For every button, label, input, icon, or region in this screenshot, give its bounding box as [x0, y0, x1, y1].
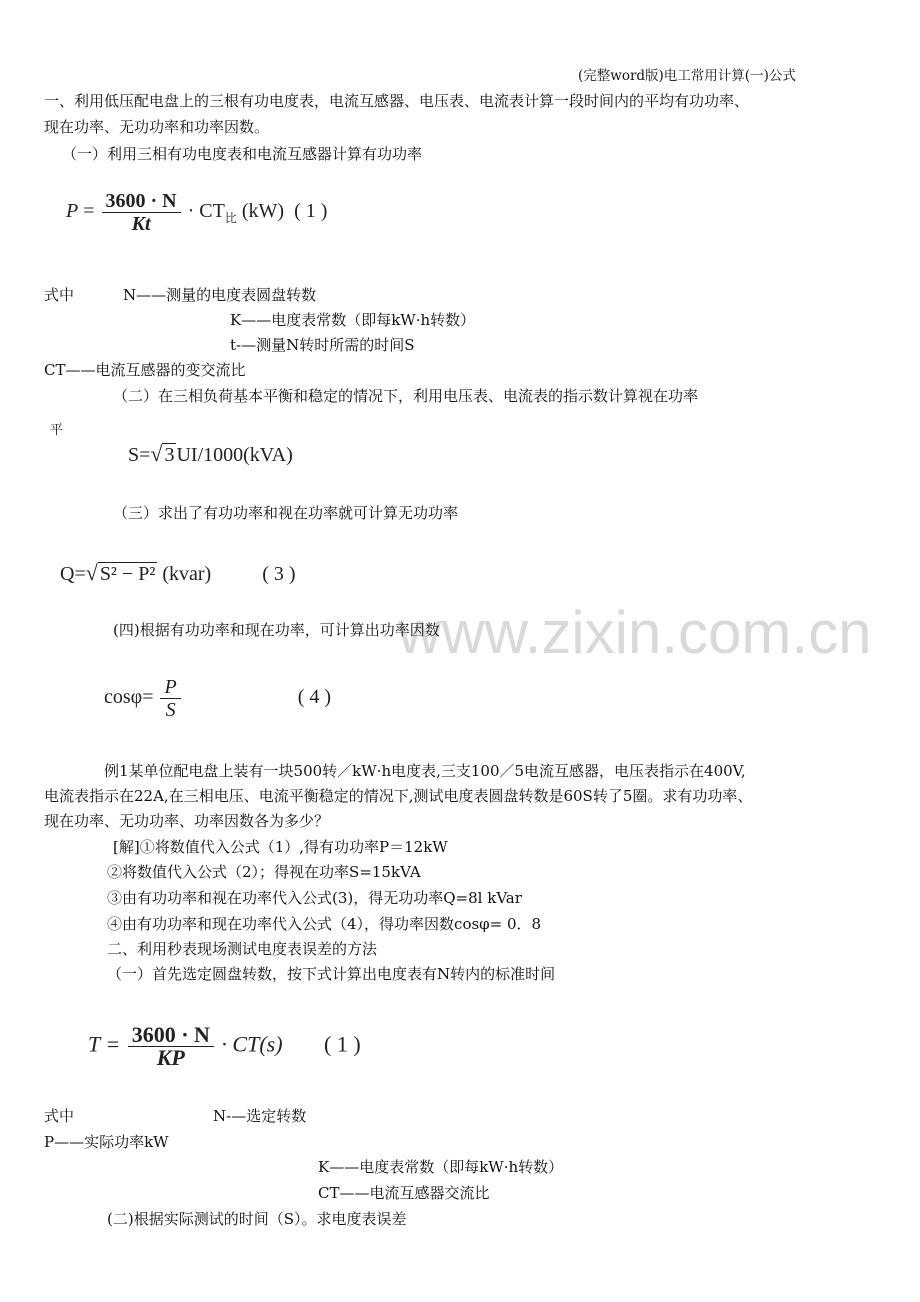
section2-def-k: K——电度表常数（即每kW·h转数）	[318, 1158, 564, 1176]
section2-sub1: （一）首先选定圆盘转数，按下式计算出电度表有N转内的标准时间	[107, 965, 556, 983]
example-line1: 例1某单位配电盘上装有一块500转／kW·h电度表,三支100／5电流互感器，电压表指示在400V,	[104, 762, 746, 780]
formula-reactive-power: Q=√ S² − P² (kvar) ( 3 )	[60, 560, 296, 585]
section2-heading: 二、利用秒表现场测试电度表误差的方法	[107, 940, 378, 958]
solution-step2: ②将数值代入公式（2）；得视在功率S=15kVA	[107, 863, 421, 881]
page-header-title: (完整word版)电工常用计算(一)公式	[578, 68, 796, 84]
formula-standard-time-fraction: $\frac{3600 \cdot N}{KP}$	[128, 1024, 214, 1069]
formula-standard-time: T = $\frac{3600 \cdot N}{KP}$ · CT(s) ( 1 )	[88, 1022, 361, 1070]
formula-active-power: P = $\frac{3600 \cdot N}{Kt}$ · $CT_比$ (kW) ( 1 )	[66, 190, 328, 235]
def-k: K——电度表常数（即每kW·h转数）	[230, 311, 476, 329]
solution-step4: ④由有功功率和现在功率代入公式（4），得功率因数cosφ= 0．8	[107, 915, 542, 933]
solution-step1: [解]①将数值代入公式（1）,得有功功率P＝12kW	[113, 838, 448, 856]
section2-def-p: P——实际功率kW	[44, 1133, 169, 1151]
section2-def-n: N-—选定转数	[213, 1107, 307, 1125]
formula-power-factor: cosφ= $\frac{P}{S}$ ( 4 )	[104, 676, 332, 721]
section1-heading-line1: 一、利用低压配电盘上的三根有功电度表，电流互感器、电压表、电流表计算一段时间内的平均有功功率、	[44, 92, 750, 110]
section1-sub1: （一）利用三相有功电度表和电流互感器计算有功功率	[62, 145, 423, 163]
section1-sub2-tail: 平	[50, 423, 64, 438]
solution-step3: ③由有功功率和视在功率代入公式(3)，得无功功率Q=8l kVar	[107, 889, 522, 907]
section2-def-ct: CT——电流互感器交流比	[318, 1184, 490, 1202]
formula-power-factor-fraction: $\frac{P}{S}$	[160, 676, 180, 721]
example-line3: 现在功率、无功功率、功率因数各为多少？	[44, 812, 330, 830]
example-line2: 电流表指示在22A,在三相电压、电流平衡稳定的情况下,测试电度表圆盘转数是60S转了5圈。求有功功率、	[44, 787, 753, 805]
formula-active-power-fraction: $\frac{3600 \cdot N}{Kt}$	[102, 190, 181, 235]
section1-sub2: （二）在三相负荷基本平衡和稳定的情况下，利用电压表、电流表的指示数计算视在功率	[113, 387, 699, 405]
section1-sub3: （三）求出了有功功率和视在功率就可计算无功功率	[113, 504, 459, 522]
formula-apparent-power: S=√ 3 UI/1000(kVA)	[128, 441, 293, 466]
section1-sub4: (四)根据有功功率和现在功率，可计算出功率因数	[113, 621, 440, 639]
def-t: t-—测量N转时所需的时间S	[230, 336, 415, 354]
section1-heading-line2: 现在功率、无功功率和功率因数。	[44, 118, 270, 136]
def-n: N——测量的电度表圆盘转数	[123, 286, 317, 304]
watermark: www.zixin.com.cn	[398, 599, 872, 666]
section2-def-label: 式中	[44, 1107, 75, 1125]
section2-sub2: (二)根据实际测试的时间（S）。求电度表误差	[107, 1210, 407, 1228]
def-ct: CT——电流互感器的变交流比	[44, 361, 246, 379]
def-label: 式中	[44, 286, 75, 304]
